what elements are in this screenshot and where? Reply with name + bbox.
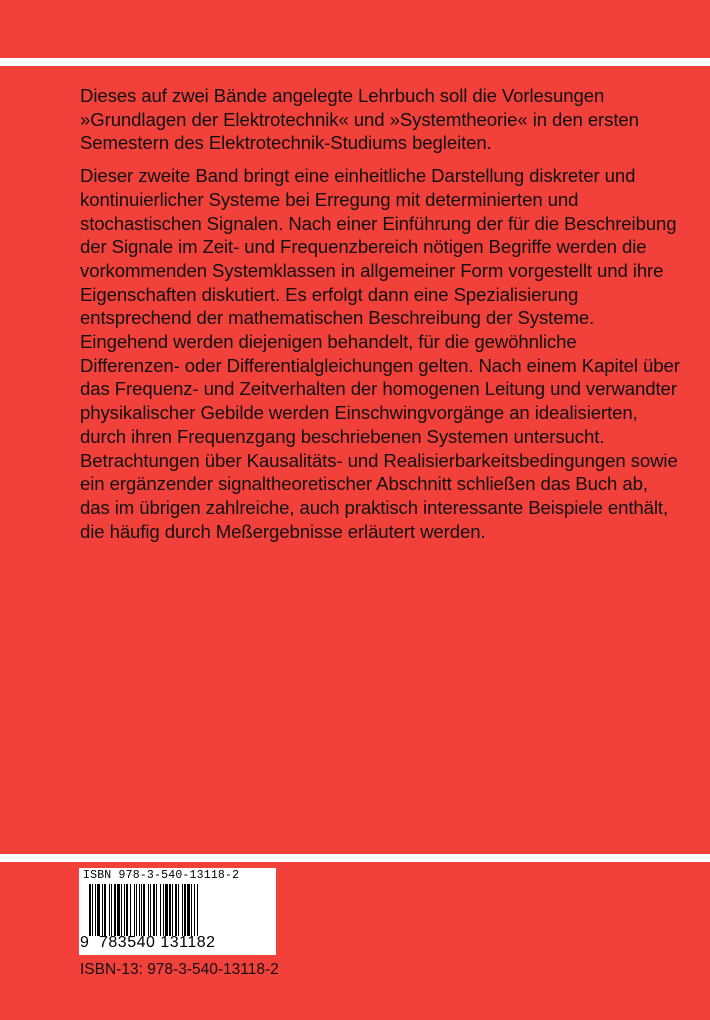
barcode [79,868,276,955]
top-white-band [0,58,710,66]
description-text [80,84,680,543]
barcode-isbn-label: ISBN 978-3-540-13118-2 [83,869,240,882]
barcode-digits-rest: 783540 131182 [99,934,216,951]
description-paragraph-2: Dieser zweite Band bringt eine einheitliche Darstellung diskreter und kontinuierlicher Systeme bei Erregung mit determinierten und stochastischen Signalen. Nach einer Einführung der für die Beschreibung der Signale im Zeit- und Frequenzbereich nötigen Begriffe werden die vorkommenden Systemklassen in allgemeiner Form vorgestellt und ihre Eigenschaften diskutiert. Es erfolgt dann eine Spezialisierung entsprechend der mathematischen Beschreibung der Systeme. Eingehend werden diejenigen behandelt, für die gewöhnliche Differenzen- oder Differentialgleichungen gelten. Nach einem Kapitel über das Frequenz- und Zeitverhalten der homogenen Leitung und verwandter physikalischer Gebilde werden Einschwingvorgänge an idealisierten, durch ihren Frequenzgang beschriebenen Systemen untersucht. Betrachtungen über Kausalitäts- und Realisierbarkeitsbedingungen sowie ein ergänzender signaltheoretischer Abschnitt schließen das Buch ab, das im übrigen zahlreiche, auch praktisch interessante Beispiele enthält, die häufig durch Meßergebnisse erläutert werden. [80,165,680,542]
bottom-white-band [0,854,710,862]
barcode-bars [89,884,269,936]
barcode-digit-first: 9 [80,934,90,951]
description-paragraph-1: Dieses auf zwei Bände angelegte Lehrbuch soll die Vorlesungen »Grundlagen der Elektrotechnik« und »Systemtheorie« in den ersten Semestern des Elektrotechnik-Studiums begleiten. [80,85,639,154]
isbn13-label: ISBN-13: 978-3-540-13118-2 [80,961,279,978]
